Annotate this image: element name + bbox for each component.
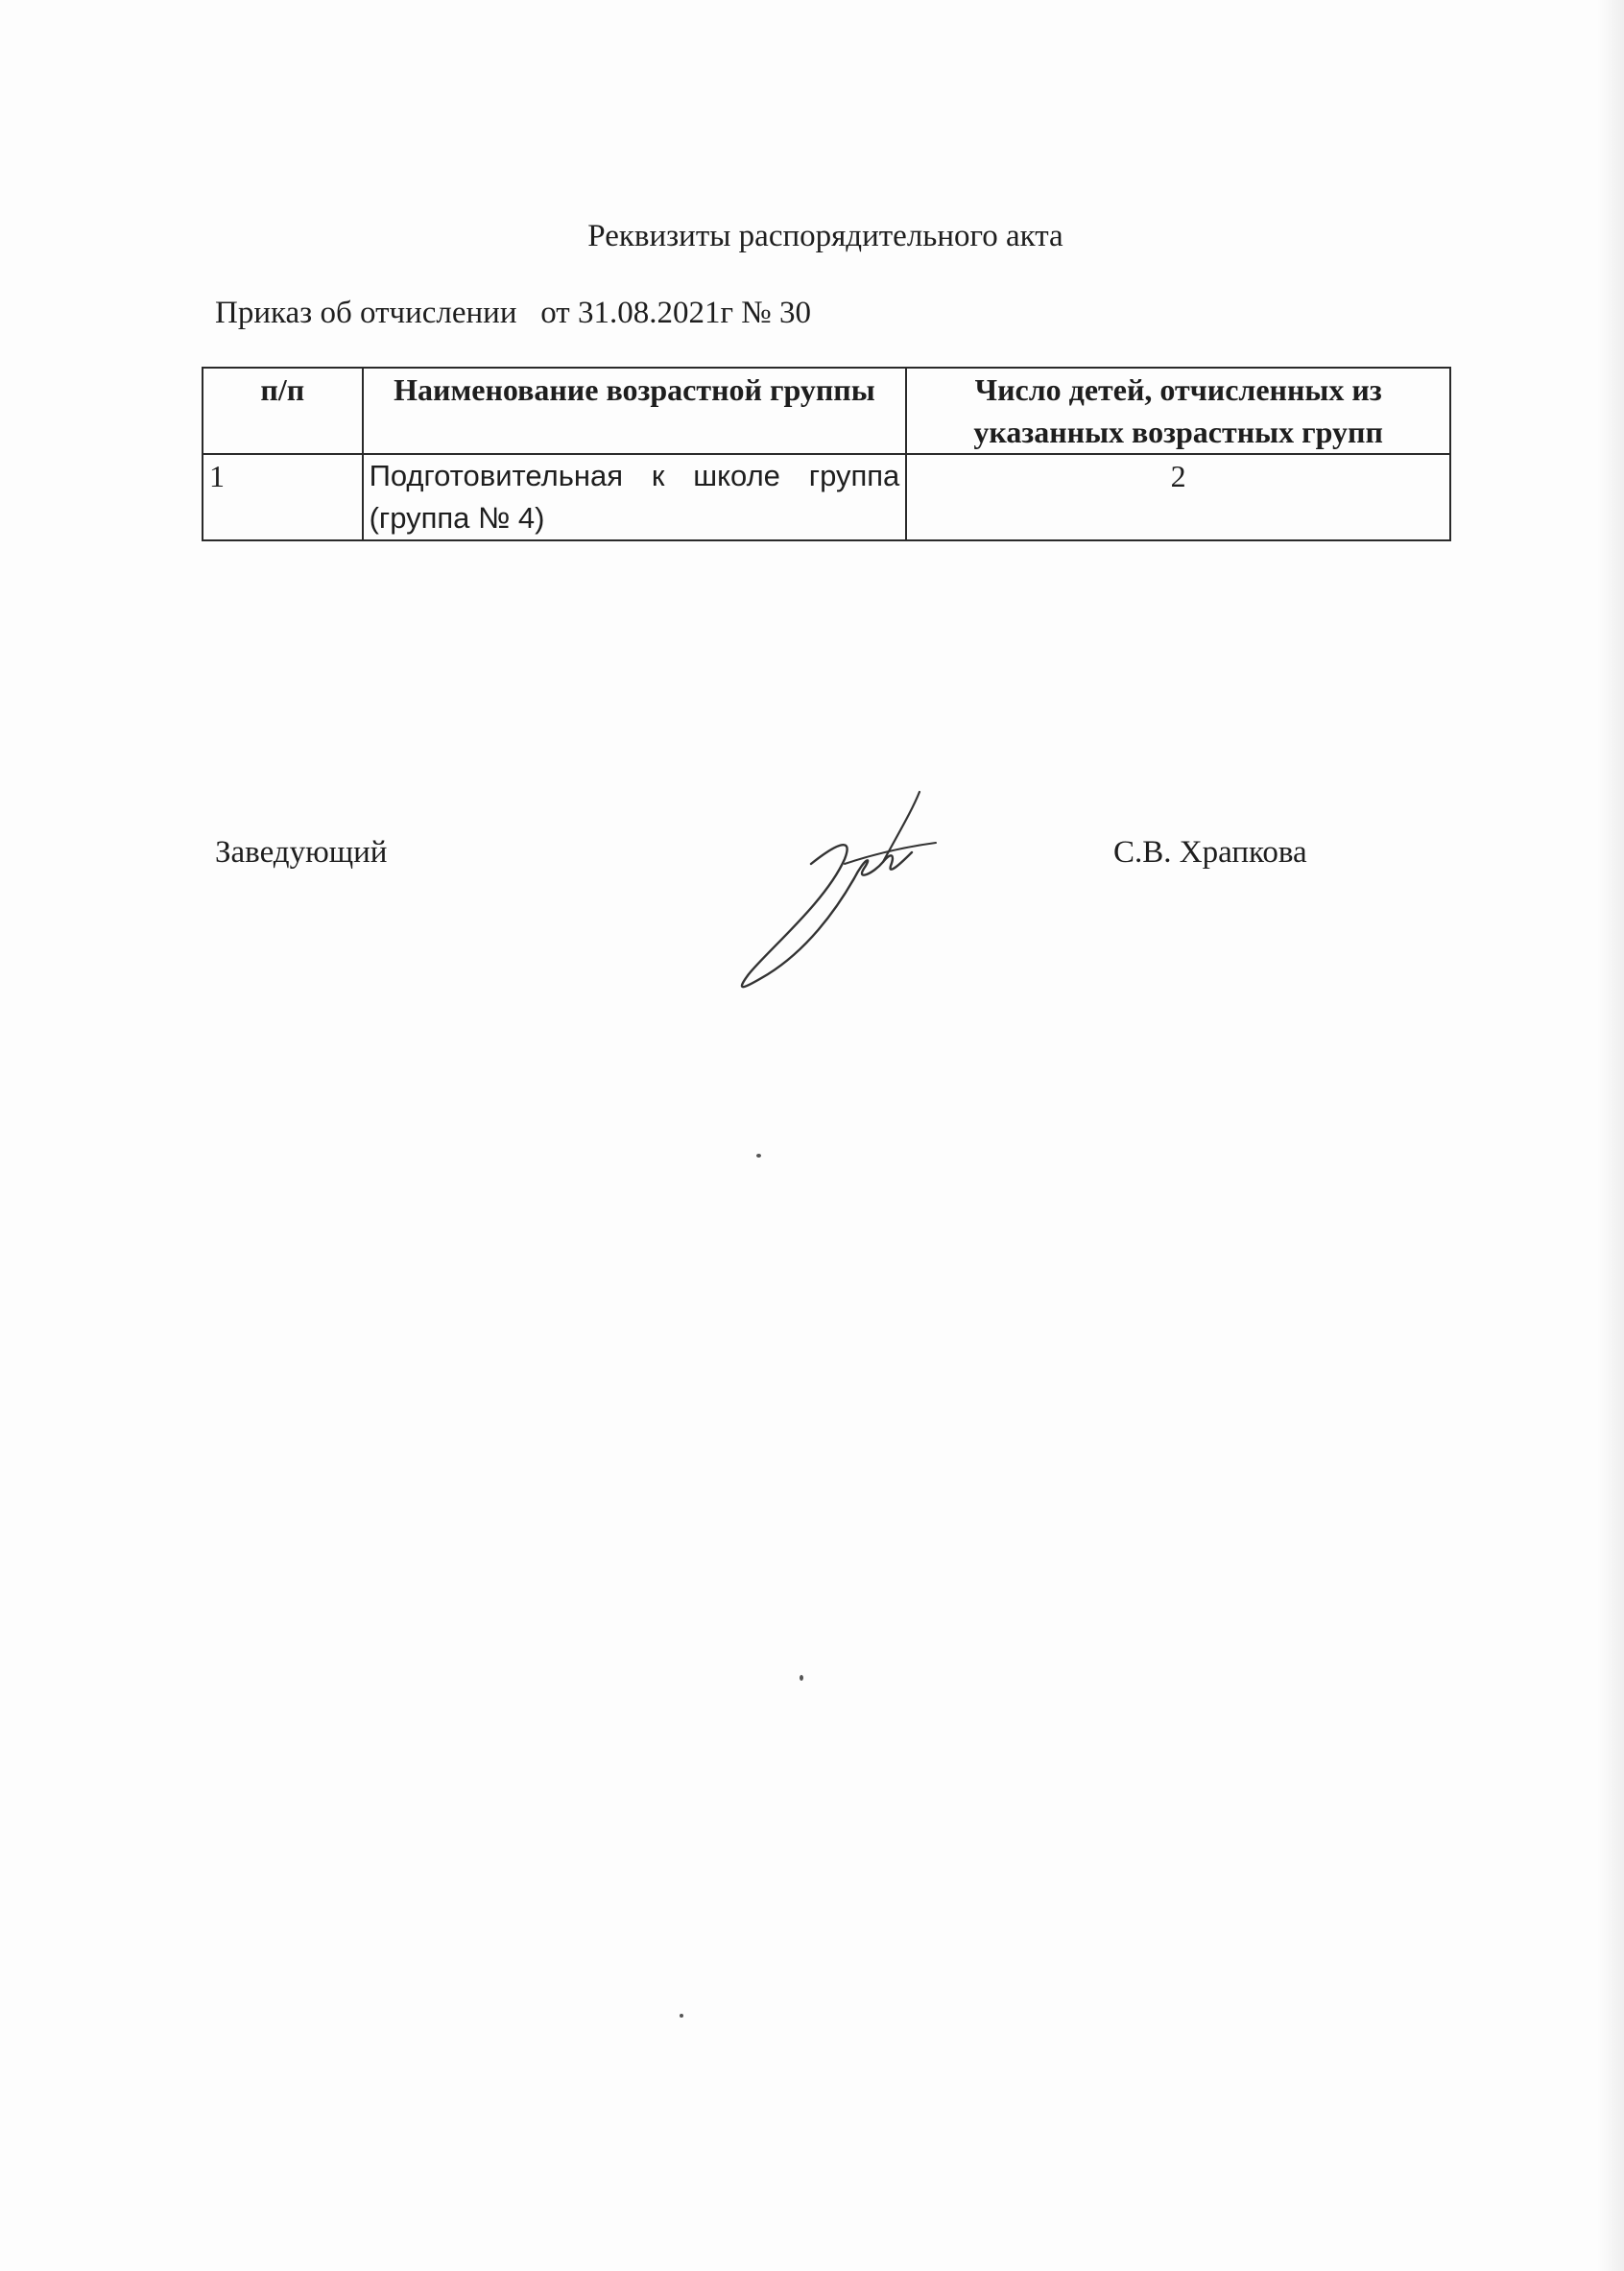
- scan-speck: [800, 1675, 803, 1681]
- expulsion-table: [202, 367, 1451, 541]
- signer-position: Заведующий: [215, 835, 388, 870]
- header-group-name: Наименование возрастной группы: [363, 368, 907, 454]
- document-title: Реквизиты распорядительного акта: [587, 219, 1063, 253]
- scan-speck: [680, 2014, 683, 2018]
- table-header: [203, 368, 1450, 454]
- table-header-row: [203, 368, 1450, 454]
- row-children-count: 2: [906, 454, 1450, 540]
- signer-name: С.В. Храпкова: [1113, 835, 1307, 870]
- table-row: [203, 454, 1450, 540]
- handwritten-signature: [729, 787, 950, 989]
- order-reference: Приказ об отчислении от 31.08.2021г № 30: [215, 296, 811, 330]
- row-number: 1: [203, 454, 363, 540]
- scan-speck: [756, 1154, 761, 1158]
- header-number: п/п: [203, 368, 363, 454]
- row-group-name: Подготовительная к школе группа (группа № 4): [363, 454, 907, 540]
- header-children-count: Число детей, отчисленных из указанных возрастных групп: [906, 368, 1450, 454]
- page-edge-shadow: [1597, 0, 1624, 2271]
